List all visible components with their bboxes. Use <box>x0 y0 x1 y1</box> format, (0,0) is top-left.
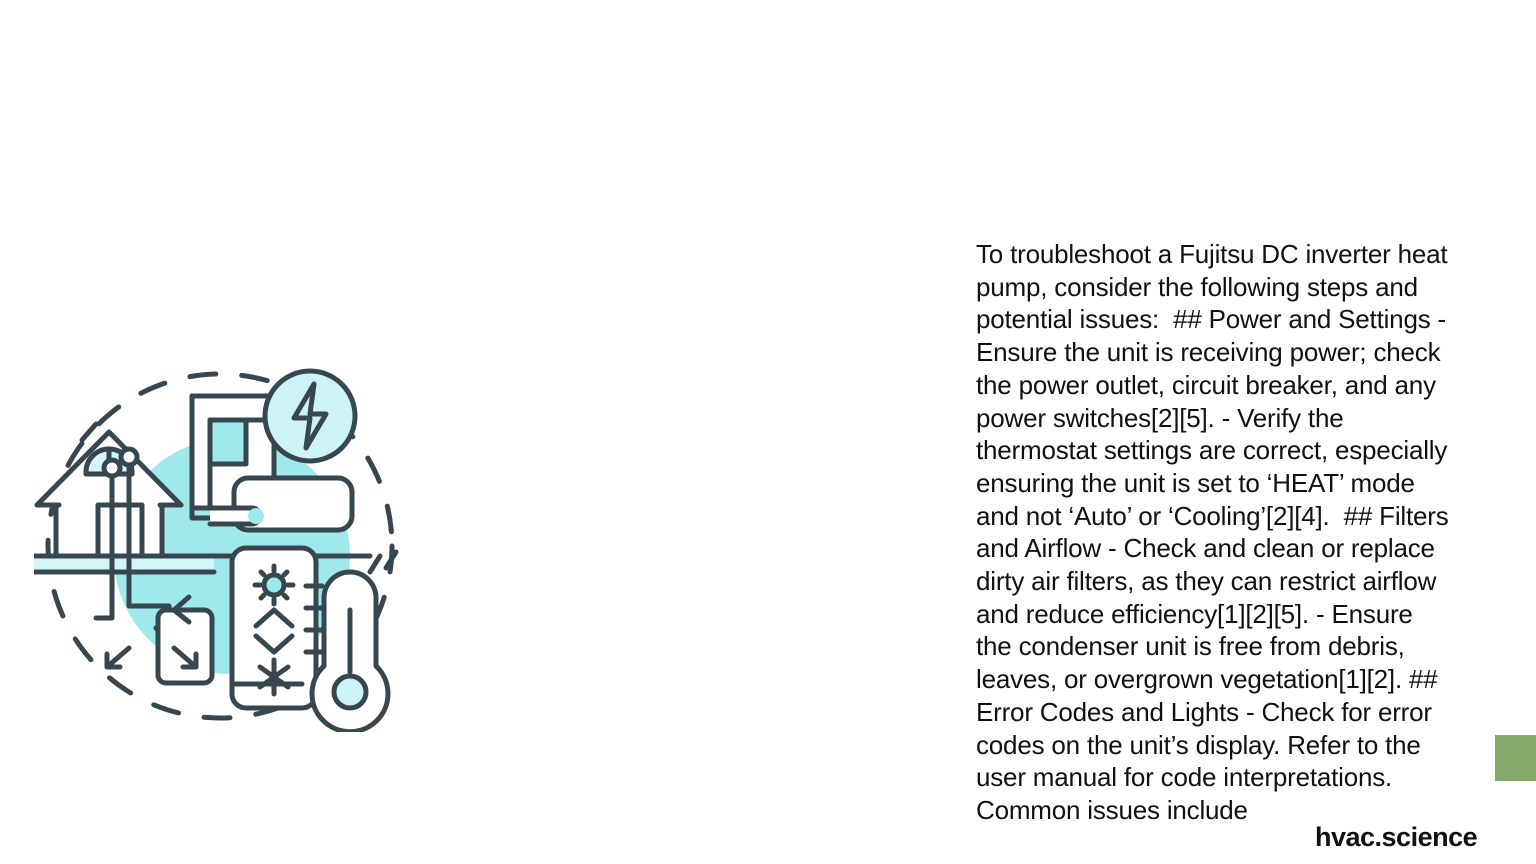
lightning-bolt-badge <box>265 371 355 461</box>
site-watermark: hvac.science <box>1315 822 1478 852</box>
article-body-text: To troubleshoot a Fujitsu DC inverter heat pump, consider the following steps and potential issues: ## Power and Settings - Ensure the unit is receiving power; check the power outlet, circuit breaker, and any power switches[2][5]. - Verify the thermostat settings are correct, especially ensuring the unit is set to ‘HEAT’ mode and not ‘Auto’ or ‘Cooling’[2][4]. ## Filters and Airflow - Check and clean or replace dirty air filters, as they can restrict airflow and reduce efficiency[1][2][5]. - Ensure the condenser unit is free from debris, leaves, or overgrown vegetation[1][2]. ## Error Codes and Lights - Check for error codes on the unit’s display. Refer to the user manual for code interpretations. Common issues include <box>976 239 1456 825</box>
sun-icon <box>255 566 293 604</box>
accent-block <box>1495 735 1536 781</box>
airflow-arrows <box>107 597 212 683</box>
thermometer-icon <box>312 572 388 732</box>
remote-control-panel <box>232 548 322 708</box>
hvac-illustration <box>34 360 406 732</box>
roof-motion-lines <box>82 424 96 440</box>
house-door <box>98 505 142 562</box>
